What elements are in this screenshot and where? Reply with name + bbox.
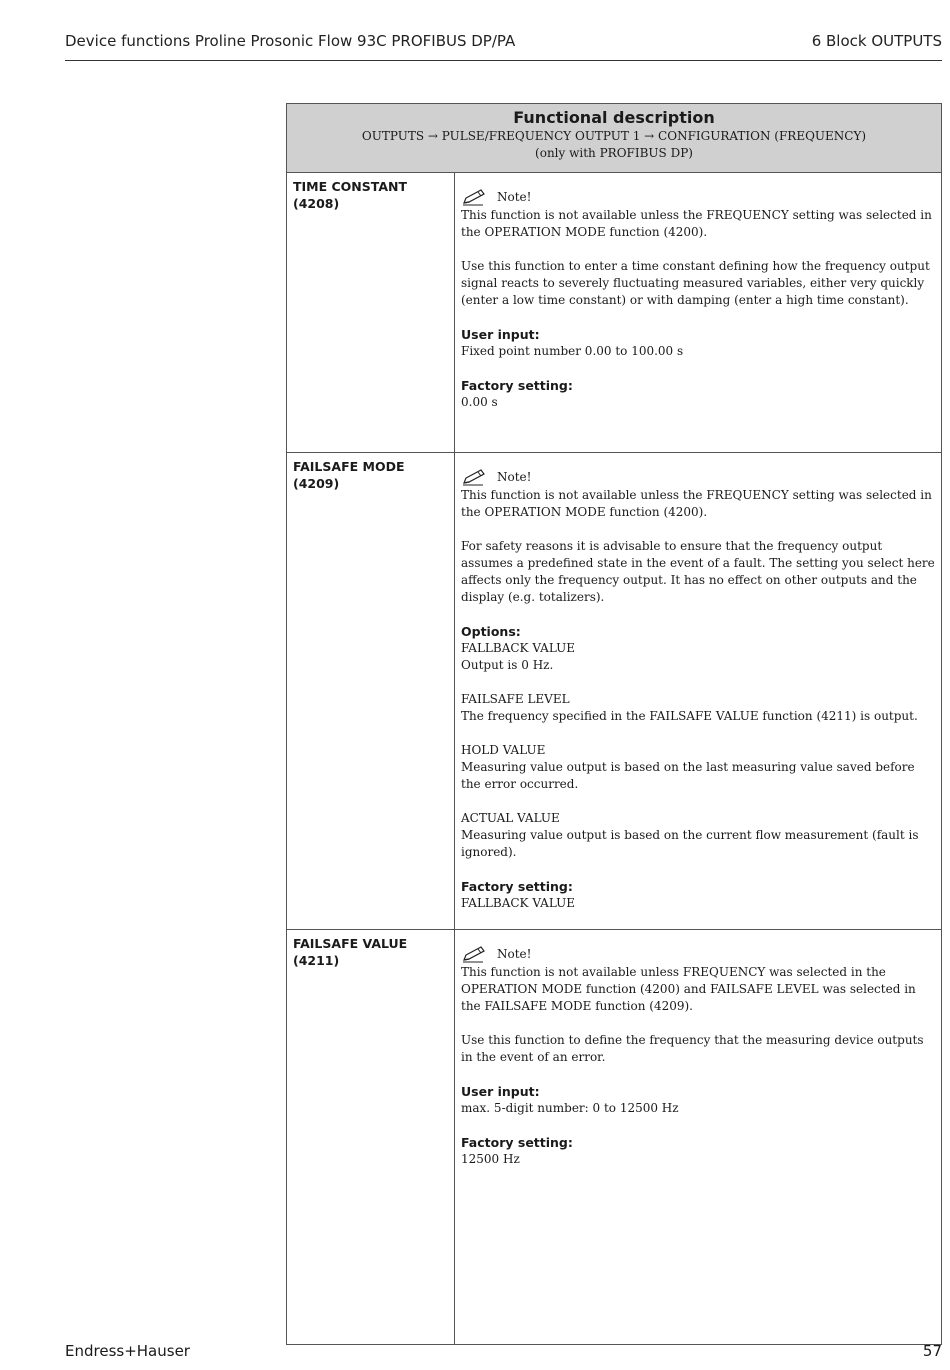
note-label: Note! — [497, 469, 532, 484]
user-input-value: Fixed point number 0.00 to 100.00 s — [461, 344, 684, 358]
page-header — [65, 30, 942, 61]
menu-path: OUTPUTS → PULSE/FREQUENCY OUTPUT 1 → CONFIGURATION (FREQUENCY) — [361, 129, 867, 143]
option-desc: The frequency specified in the FAILSAFE VALUE function (4211) is output. — [461, 709, 918, 723]
note-label: Note! — [497, 189, 532, 204]
function-name: FAILSAFE MODE (4209) — [287, 453, 455, 930]
note — [461, 467, 935, 487]
note-text: This function is not available unless the FREQUENCY setting was selected in the OPERATION MODE function (4200). — [461, 208, 932, 239]
description-text: Use this function to enter a time constant defining how the frequency output signal reacts to severely fluctuating measured variables, either very quickly (enter a low time constant) or with damping (enter a high time constant). — [461, 259, 930, 307]
functional-description-table — [286, 103, 942, 1345]
user-input-label: User input: — [461, 1084, 540, 1099]
option-failsafe-level — [461, 691, 935, 725]
factory-setting — [461, 878, 935, 912]
function-name: FAILSAFE VALUE (4211) — [287, 930, 455, 1345]
note — [461, 187, 935, 207]
user-input — [461, 326, 935, 360]
factory-setting — [461, 1134, 935, 1168]
option-name: FALLBACK VALUE — [461, 641, 576, 655]
description-text: Use this function to define the frequency that the measuring device outputs in the event of an error. — [461, 1033, 924, 1064]
note-label: Note! — [497, 946, 532, 961]
option-desc: Output is 0 Hz. — [461, 658, 554, 672]
option-fallback — [461, 623, 935, 674]
option-actual-value — [461, 810, 935, 861]
factory-setting-label: Factory setting: — [461, 879, 573, 894]
pencil-note-icon — [461, 468, 489, 486]
pencil-note-icon — [461, 188, 489, 206]
factory-setting-value: 0.00 s — [461, 395, 498, 409]
factory-setting-label: Factory setting: — [461, 378, 573, 393]
note-text: This function is not available unless the FREQUENCY setting was selected in the OPERATION MODE function (4200). — [461, 488, 932, 519]
option-hold-value — [461, 742, 935, 793]
note-text: This function is not available unless FREQUENCY was selected in the OPERATION MODE function (4200) and FAILSAFE LEVEL was selected in the FAILSAFE MODE function (4209). — [461, 965, 916, 1013]
option-desc: Measuring value output is based on the last measuring value saved before the error occurred. — [461, 760, 915, 791]
pencil-note-icon — [461, 945, 489, 963]
company-name: Endress+Hauser — [65, 1342, 190, 1360]
menu-condition: (only with PROFIBUS DP) — [535, 146, 693, 160]
factory-setting-value: FALLBACK VALUE — [461, 896, 576, 910]
factory-setting-value: 12500 Hz — [461, 1152, 520, 1166]
factory-setting — [461, 377, 935, 411]
user-input-value: max. 5-digit number: 0 to 12500 Hz — [461, 1101, 679, 1115]
function-name: TIME CONSTANT (4208) — [287, 173, 455, 453]
table-title: Functional description — [513, 108, 715, 127]
page-number: 57 — [922, 1342, 942, 1360]
factory-setting-label: Factory setting: — [461, 1135, 573, 1150]
table-header — [287, 104, 942, 173]
option-name: FAILSAFE LEVEL — [461, 692, 570, 706]
table-row — [287, 930, 942, 1345]
options-label: Options: — [461, 624, 521, 639]
note — [461, 944, 935, 964]
header-section: 6 Block OUTPUTS — [811, 32, 942, 50]
description-text: For safety reasons it is advisable to ensure that the frequency output assumes a predefined state in the event of a fault. The setting you select here affects only the frequency output. It has no effect on other outputs and the display (e.g. totalizers). — [461, 539, 935, 604]
function-description — [455, 453, 942, 930]
option-name: HOLD VALUE — [461, 743, 546, 757]
function-description — [455, 930, 942, 1345]
function-description — [455, 173, 942, 453]
user-input-label: User input: — [461, 327, 540, 342]
header-title: Device functions Proline Prosonic Flow 93C PROFIBUS DP/PA — [65, 32, 516, 50]
table-row — [287, 173, 942, 453]
table-row — [287, 453, 942, 930]
user-input — [461, 1083, 935, 1117]
option-desc: Measuring value output is based on the current flow measurement (fault is ignored). — [461, 828, 919, 859]
option-name: ACTUAL VALUE — [461, 811, 560, 825]
